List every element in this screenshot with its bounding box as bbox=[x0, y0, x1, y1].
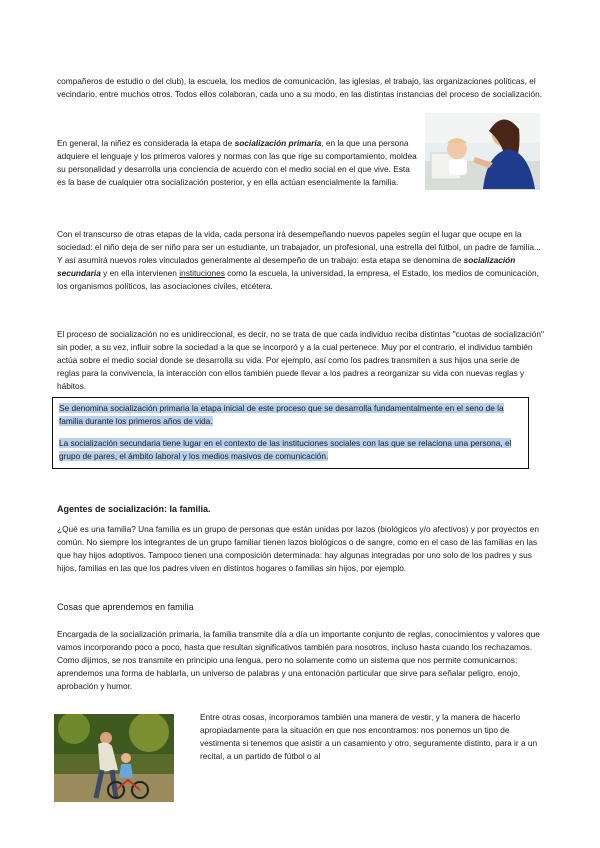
heading-family-agents: Agentes de socialización: la familia. bbox=[57, 504, 211, 514]
text: , en la que una persona adquiere el lenguaje y los primeros valores y normas con las que rige su comportamiento, moldea su personalidad y desarrolla una conciencia de acuerdo con el medio social en el que vive. Esta es la base de cualquier otra socialización posterior, y en ella actúan esencialmente la familia. bbox=[57, 138, 417, 187]
text: como la escuela, la universidad, la empresa, el Estado, los medios de comunicación, los organismos políticos, las asociaciones civiles, etcétera. bbox=[57, 268, 539, 291]
father-child-bicycle-photo bbox=[54, 714, 174, 802]
definitions-box bbox=[52, 397, 529, 469]
paragraph-family-transmits: Encargada de la socialización primaria, la familia transmite día a día un importante conjunto de reglas, conocimientos y valores que vamos incorporando poco a poco, hasta que resultan significativos también para nosotros, incluso hasta cuando los rechazamos. Como dijimos, se nos transmite en principio una lengua, pero no solamente como un sistema que nos permite comunicarnos: aprendemos una forma de hablarla, un universo de palabras y una entonación particular que sirve para señalar peligro, enojo, aprobación y humor. bbox=[57, 629, 540, 691]
paragraph-clothing: Entre otras cosas, incorporamos también una manera de vestir, y la manera de hacerlo apropiadamente para la situación en que nos encontramos: nos ponemos un tipo de vestimenta si tenemos que asistir a un casamiento y otro, seguramente distinto, para ir a un recital, a un partido de fútbol o al bbox=[200, 712, 538, 761]
paragraph-primary-socialization bbox=[57, 137, 417, 189]
mother-feeding-baby-photo bbox=[425, 113, 540, 190]
paragraph-what-is-family: ¿Qué es una familia? Una familia es un grupo de personas que están unidas por lazos (biológicos y/o afectivos) y por proyectos en común. No siempre los integrantes de un grupo familiar tienen lazos biológicos o de sangre, como en el caso de las familias en las que hay hijos adoptivos. Tampoco tienen una composición determinada: hay algunas integradas por uno solo de los padres y sus hijos, familias en las que los padres viven en distintos hogares o familias sin hijos, por ejemplo. bbox=[57, 524, 539, 573]
text: En general, la niñez es considerada la etapa de bbox=[57, 138, 235, 148]
paragraph-bidirectional: El proceso de socialización no es unidireccional, es decir, no se trata de que cada individuo reciba distintas "cuotas de socialización" sin poder, a su vez, influir sobre la sociedad a la que se incorporó y a la cual pertenece. Muy por el contrario, el individuo también actúa sobre el medio social donde se desarrolla su vida. Por ejemplo, así como los padres transmiten a sus hijos una serie de reglas para la convivencia, la interacción con ellos también puede llevar a los padres a reorganizar su vida con nuevas reglas y hábitos. bbox=[57, 329, 544, 391]
definition-primary bbox=[59, 402, 521, 427]
paragraph-secondary-socialization bbox=[57, 228, 544, 293]
text: Con el transcurso de otras etapas de la vida, cada persona irá desempeñando nuevos papeles según el lugar que ocupe en la sociedad: el niño deja de ser niño para ser un estudiante, un trabajador, un profesional, una estrella del fútbol, un padre de familia... Y así asumirá nuevos roles vinculados generalmente al desempeño de un trabajo: esta etapa se denomina de bbox=[57, 229, 541, 265]
instituciones-link[interactable]: instituciones bbox=[179, 268, 225, 278]
emphasis-primary: socialización primaria bbox=[234, 138, 322, 148]
highlighted-text: La socialización secundaria tiene lugar en el contexto de las instituciones sociales con las que se relaciona una persona, el grupo de pares, el ámbito laboral y los medios masivos de comunicación. bbox=[59, 438, 512, 461]
paragraph-agents-list: compañeros de estudio o del club), la escuela, los medios de comunicación, las iglesias, el trabajo, las organizaciones políticas, el vecindario, entre muchos otros. Todos ellos colaboran, cada uno a su modo, en las distintas instancias del proceso de socialización. bbox=[57, 76, 543, 99]
definition-secondary bbox=[59, 437, 521, 462]
highlighted-text: Se denomina socialización primaria la etapa inicial de este proceso que se desarrolla fundamentalmente en el seno de la familia durante los primeros años de vida. bbox=[59, 403, 504, 426]
emphasis-secondary: socialización secundaria bbox=[57, 255, 516, 278]
text: y en ella intervienen bbox=[100, 268, 180, 278]
heading-family-learning: Cosas que aprendemos en familia bbox=[57, 602, 194, 612]
